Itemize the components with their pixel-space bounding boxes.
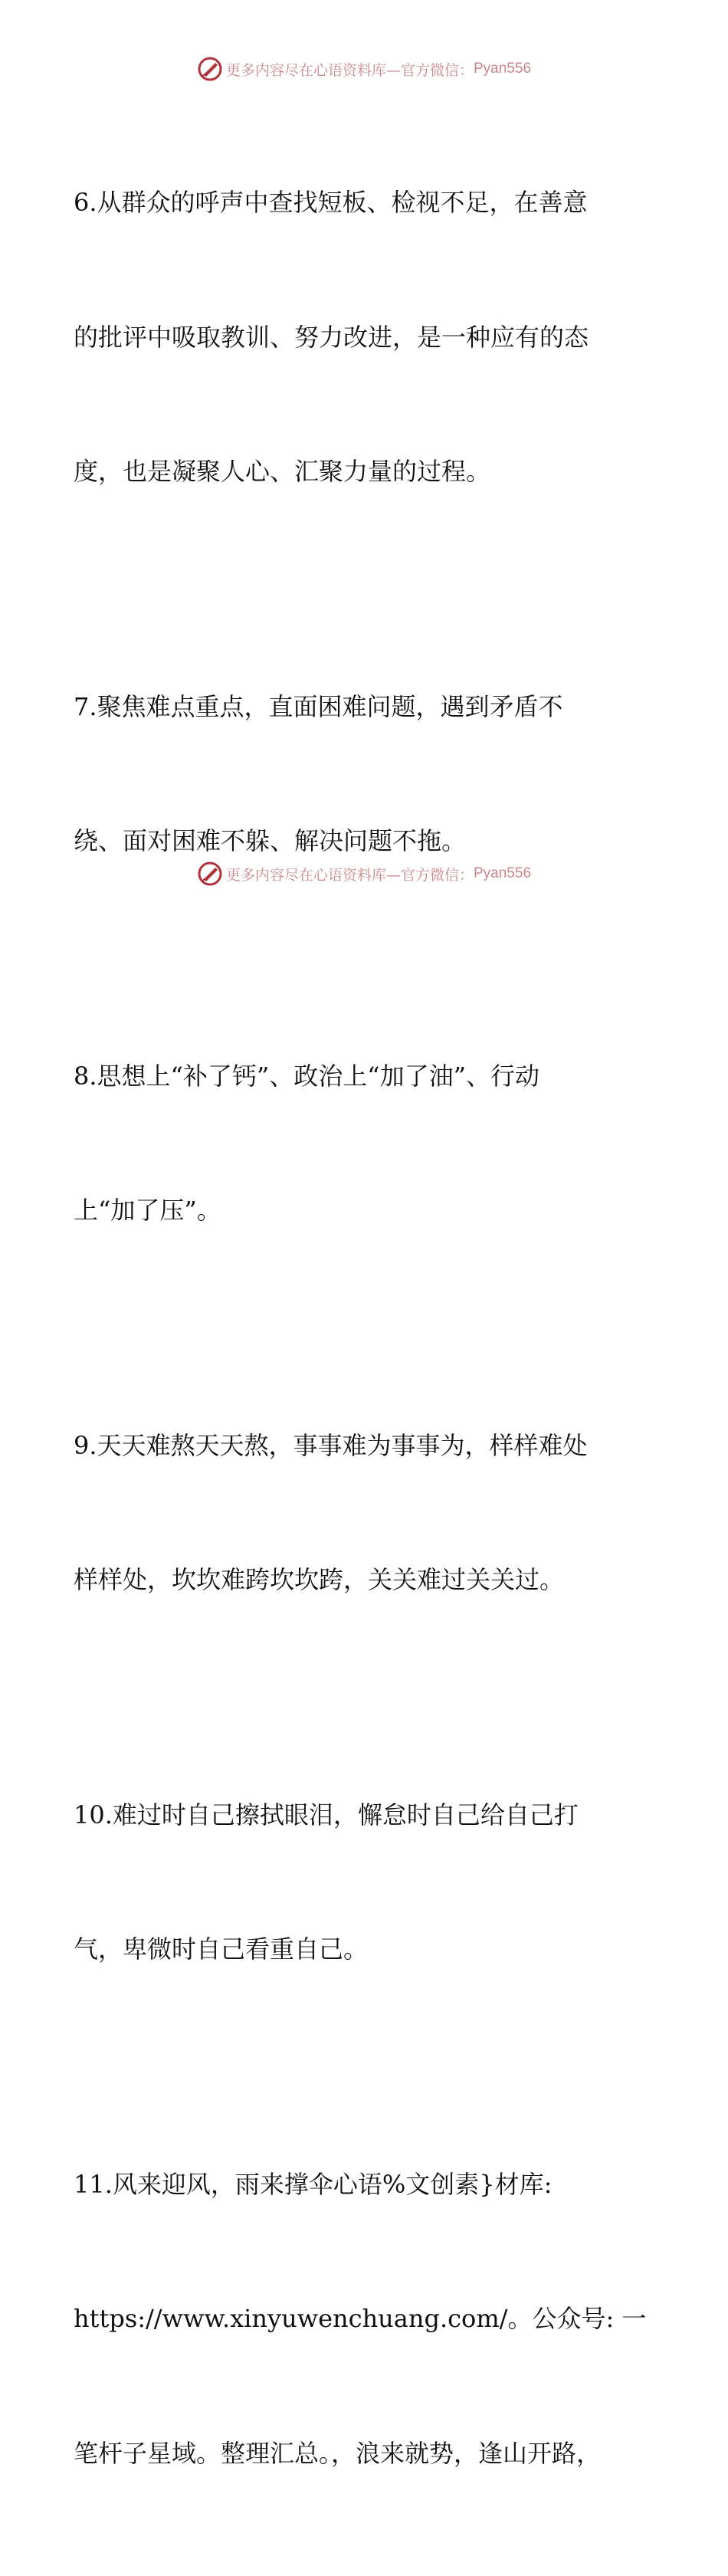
paragraph-line: 的批评中吸取教训、努力改进，是一种应有的态 [74, 322, 589, 352]
paragraph-6 [74, 90, 641, 584]
paragraph-line: 度，也是凝聚人心、汇聚力量的过程。 [74, 457, 491, 486]
paragraph-line: 9.天天难熬天天熬，事事难为事事为，样样难处 [74, 1430, 588, 1460]
paragraph-8 [74, 964, 641, 1323]
paragraph-line: 11.风来迎风，雨来撑伞心语%文创素}材库: [74, 2169, 553, 2199]
feather-seal-icon [197, 861, 223, 887]
paragraph-line: 样样处，坎坎难跨坎坎跨，关关难过关关过。 [74, 1565, 565, 1594]
paragraph-10 [74, 1703, 641, 2062]
paragraph-11 [74, 2072, 647, 2566]
paragraph-9 [74, 1334, 641, 1692]
footer-banner-text: 更多内容尽在心语资料库—官方微信： [225, 866, 474, 884]
paragraph-line: 笔杆子星域。整理汇总。，浪来就势，逢山开路， [74, 2438, 602, 2468]
footer-banner [0, 858, 728, 889]
paragraph-line: 上“加了压”。 [74, 1196, 221, 1225]
header-banner [0, 54, 728, 84]
feather-seal-icon [197, 56, 223, 82]
document-body [74, 90, 647, 2576]
paragraph-7 [74, 595, 641, 953]
paragraph-line: 气，卑微时自己看重自己。 [74, 1934, 369, 1964]
paragraph-line: 6.从群众的呼声中查找短板、检视不足，在善意 [74, 188, 588, 217]
paragraph-line: 绕、面对困难不躲、解决问题不拖。 [74, 826, 467, 855]
paragraph-line: 10.难过时自己擦拭眼泪，懈怠时自己给自己打 [74, 1800, 579, 1829]
paragraph-line: https://www.xinyuwenchuang.com/。公众号: 一 [74, 2304, 647, 2333]
header-banner-text: 更多内容尽在心语资料库—官方微信： [225, 61, 474, 79]
header-wechat-id: Pyan556 [474, 61, 532, 77]
paragraph-line: 7.聚焦难点重点，直面困难问题，遇到矛盾不 [74, 691, 563, 721]
paragraph-line: 8.思想上“补了钙”、政治上“加了油”、行动 [74, 1061, 539, 1091]
footer-wechat-id: Pyan556 [474, 865, 532, 881]
